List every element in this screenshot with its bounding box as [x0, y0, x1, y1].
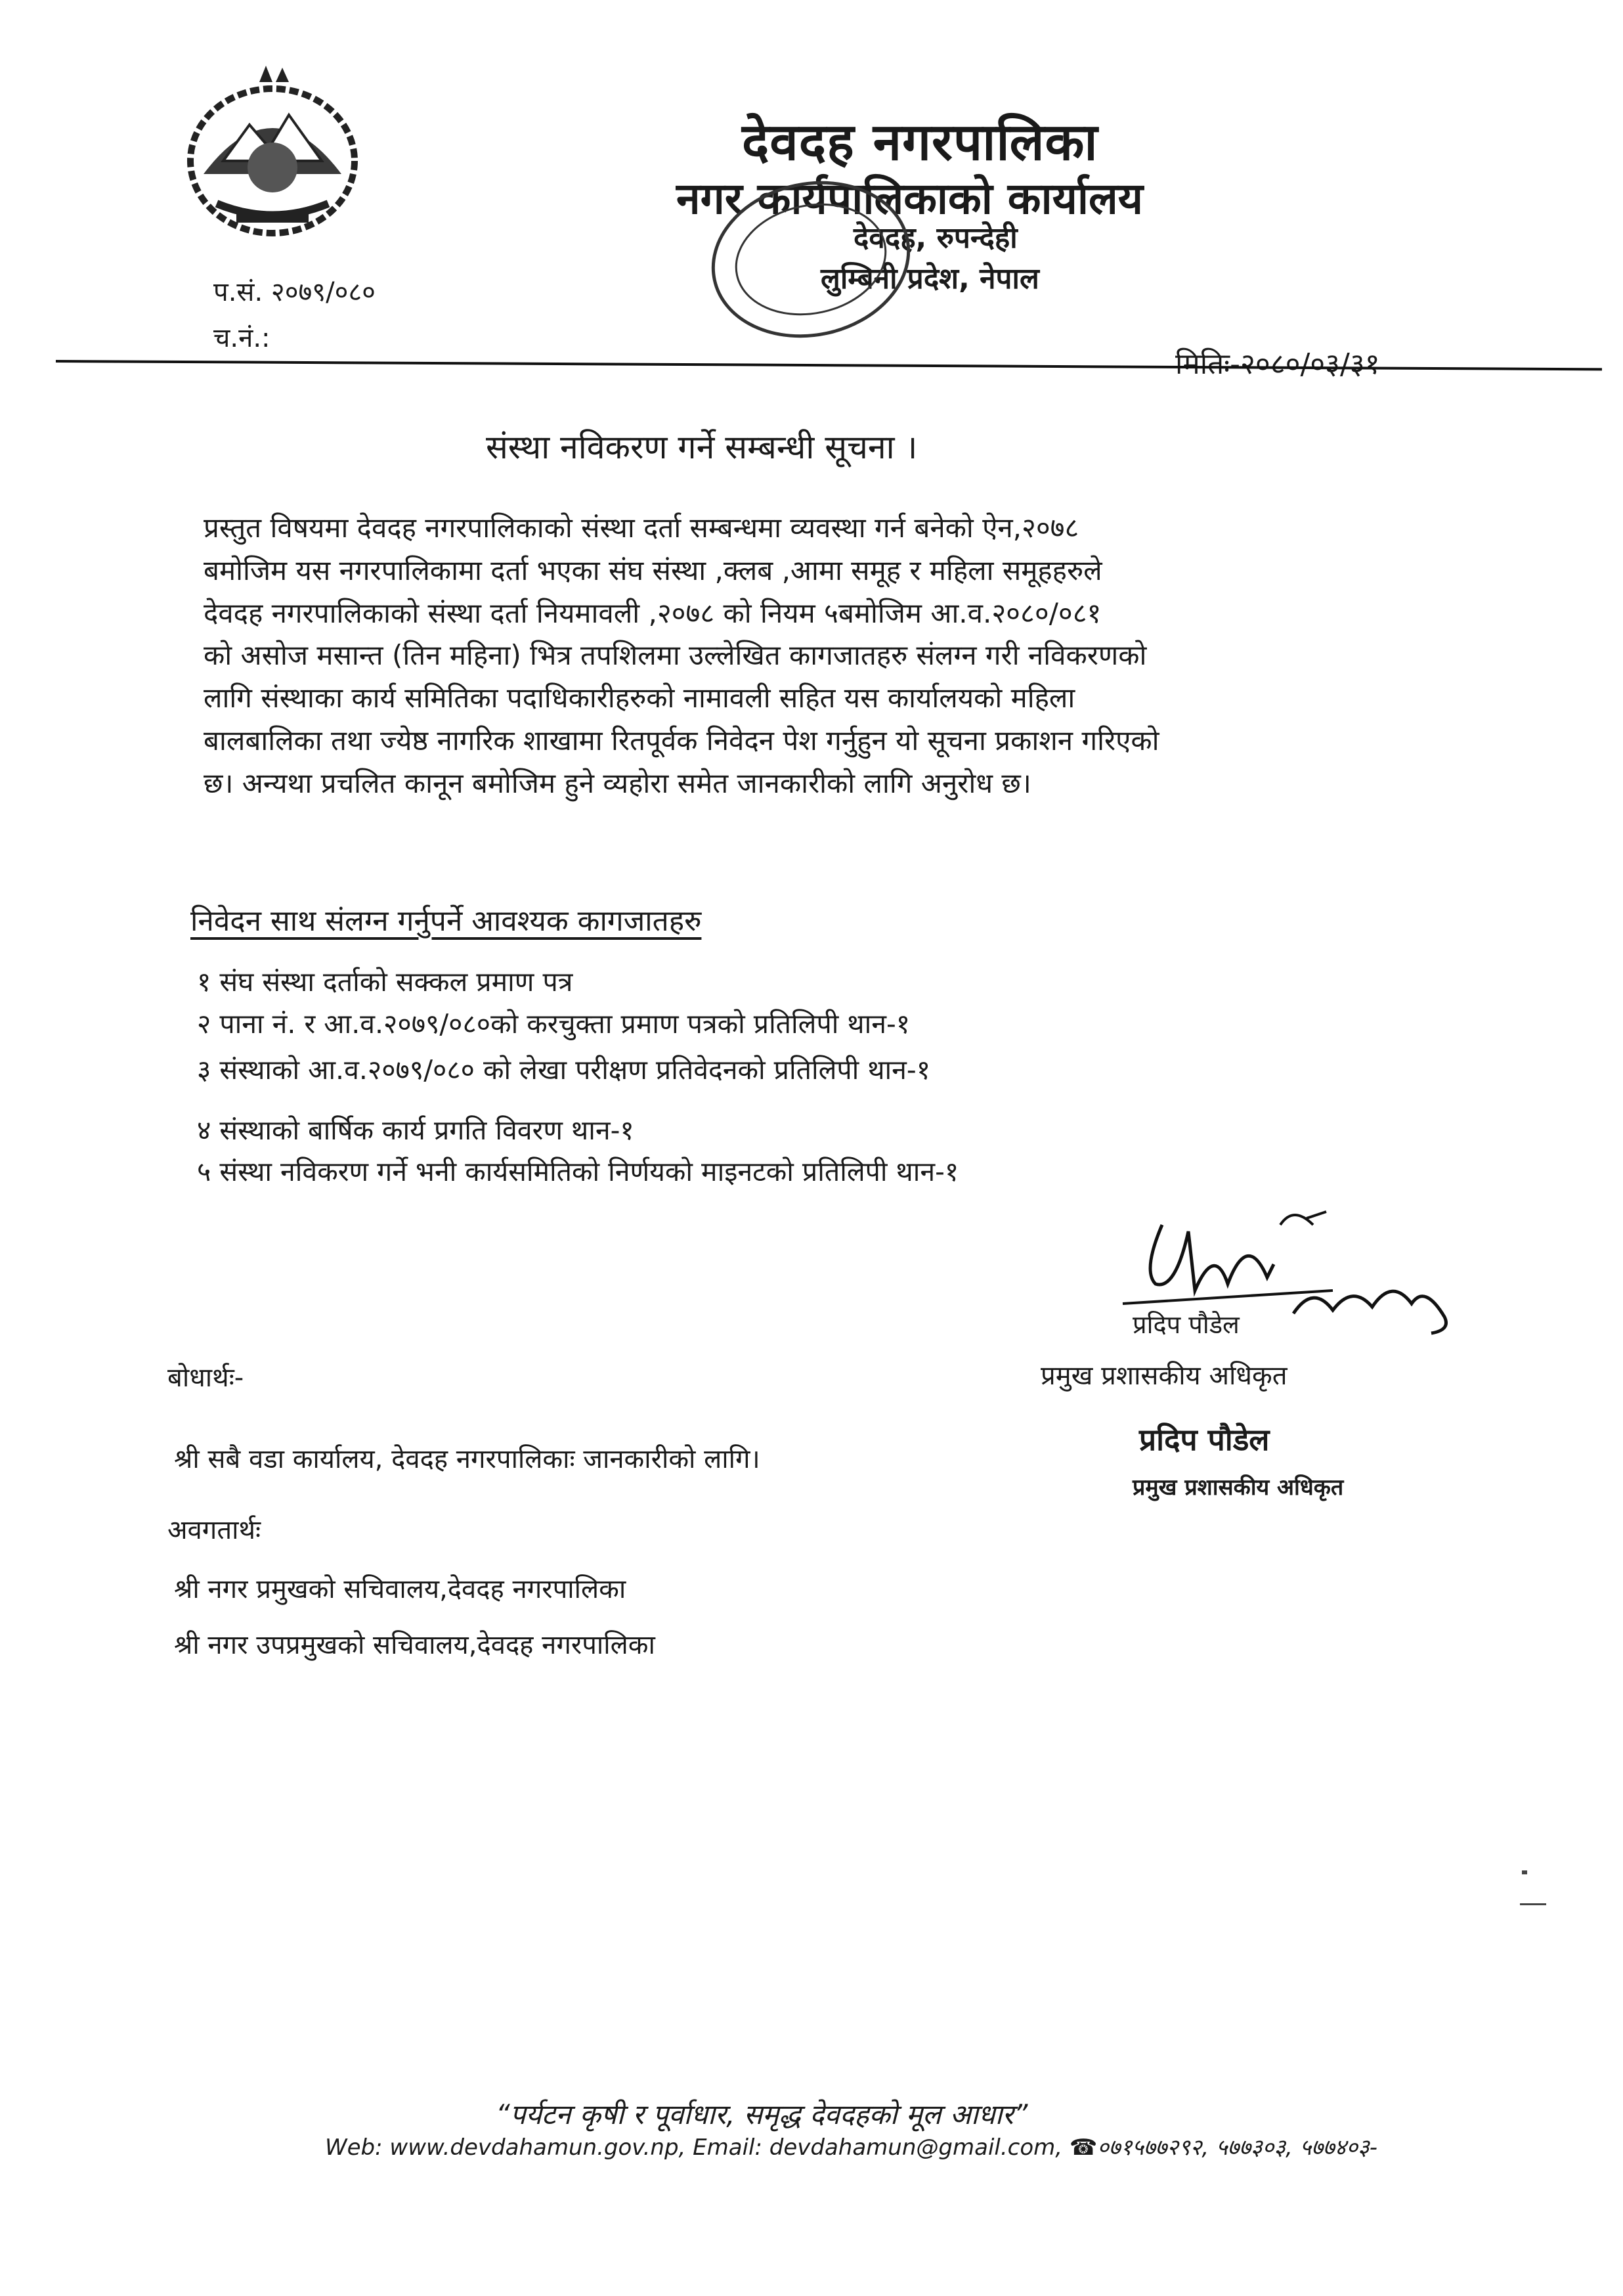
- body-line: लागि संस्थाका कार्य समितिका पदाधिकारीहरुको नामावली सहित यस कार्यालयको महिला: [204, 682, 1075, 715]
- body-line: को असोज मसान्त (तिन महिना) भित्र तपशिलमा उल्लेखित कागजातहरु संलग्न गरी नविकरणको: [204, 639, 1147, 672]
- cc-heading: अवगतार्थः: [167, 1515, 261, 1545]
- notice-title: संस्था नविकरण गर्ने सम्बन्धी सूचना ।: [486, 428, 918, 466]
- letter-date: मितिः-२०८०/०३/३१: [1175, 347, 1380, 381]
- municipality-name: देवदह नगरपालिका: [742, 113, 1098, 172]
- body-line: बमोजिम यस नगरपालिकामा दर्ता भएका संघ संस्था ,क्लब ,आमा समूह र महिला समूहहरुले: [204, 554, 1102, 586]
- office-location: देवदह, रुपन्देही: [854, 221, 1018, 255]
- for-info-line: श्री सबै वडा कार्यालय, देवदह नगरपालिकाः जानकारीको लागि।: [174, 1444, 760, 1474]
- signatory-name: प्रदिप पौडेल: [1133, 1310, 1240, 1339]
- body-line: देवदह नगरपालिकाको संस्था दर्ता नियमावली ,२०७८ को नियम ५बमोजिम आ.व.२०८०/०८१: [204, 596, 1102, 629]
- body-line: बालबालिका तथा ज्येष्ठ नागरिक शाखामा रितपूर्वक निवेदन पेश गर्नुहुन यो सूचना प्रकाशन गरिएको: [204, 724, 1159, 757]
- footer-contact: Web: www.devdahamun.gov.np, Email: devdahamun@gmail.com, ☎०७१५७७२९२, ५७७३०३, ५७७४०३-: [325, 2134, 1377, 2161]
- body-line: छ। अन्यथा प्रचलित कानून बमोजिम हुने व्यहोरा समेत जानकारीको लागि अनुरोध छ।: [204, 766, 1031, 799]
- seal-title: प्रमुख प्रशासकीय अधिकृत: [1133, 1474, 1344, 1501]
- notice-body: [204, 507, 1484, 805]
- scan-mark: [1522, 1870, 1527, 1874]
- body-line: प्रस्तुत विषयमा देवदह नगरपालिकाको संस्था दर्ता सम्बन्धमा व्यवस्था गर्न बनेको ऐन,२०७८: [204, 512, 1079, 544]
- dispatch-number: च.नं.:: [213, 323, 270, 353]
- scan-mark: [1520, 1903, 1546, 1905]
- office-stamp-icon: [703, 177, 919, 348]
- footer-motto: “पर्यटन कृषी र पूर्वाधार, समृद्ध देवदहको मूल आधार”: [496, 2098, 1028, 2130]
- attachment-item: ४ संस्थाको बार्षिक कार्य प्रगति विवरण थान-१: [197, 1115, 634, 1146]
- attachment-item: ३ संस्थाको आ.व.२०७९/०८० को लेखा परीक्षण प्रतिवेदनको प्रतिलिपी थान-१: [197, 1054, 931, 1086]
- nepal-emblem-icon: [177, 62, 368, 240]
- letter-number: प.सं. २०७९/०८०: [213, 277, 376, 307]
- signatory-title: प्रमुख प्रशासकीय अधिकृत: [1041, 1361, 1288, 1391]
- for-info-heading: बोधार्थः-: [167, 1363, 244, 1393]
- cc-line: श्री नगर उपप्रमुखको सचिवालय,देवदह नगरपालिका: [174, 1630, 655, 1660]
- attachments-heading: निवेदन साथ संलग्न गर्नुपर्ने आवश्यक कागजातहरु: [190, 904, 702, 938]
- attachment-item: २ पाना नं. र आ.व.२०७९/०८०को करचुक्ता प्रमाण पत्रको प्रतिलिपी थान-१: [197, 1008, 911, 1040]
- attachment-item: ५ संस्था नविकरण गर्ने भनी कार्यसमितिको निर्णयको माइनटको प्रतिलिपी थान-१: [197, 1156, 959, 1187]
- office-name: नगर कार्यपालिकाको कार्यालय: [676, 173, 1143, 224]
- attachment-item: १ संघ संस्था दर्ताको सक्कल प्रमाण पत्र: [197, 966, 573, 998]
- cc-line: श्री नगर प्रमुखको सचिवालय,देवदह नगरपालिका: [174, 1574, 626, 1604]
- seal-name: प्रदिप पौडेल: [1139, 1422, 1270, 1457]
- office-province: लुम्बिनी प्रदेश, नेपाल: [821, 262, 1039, 296]
